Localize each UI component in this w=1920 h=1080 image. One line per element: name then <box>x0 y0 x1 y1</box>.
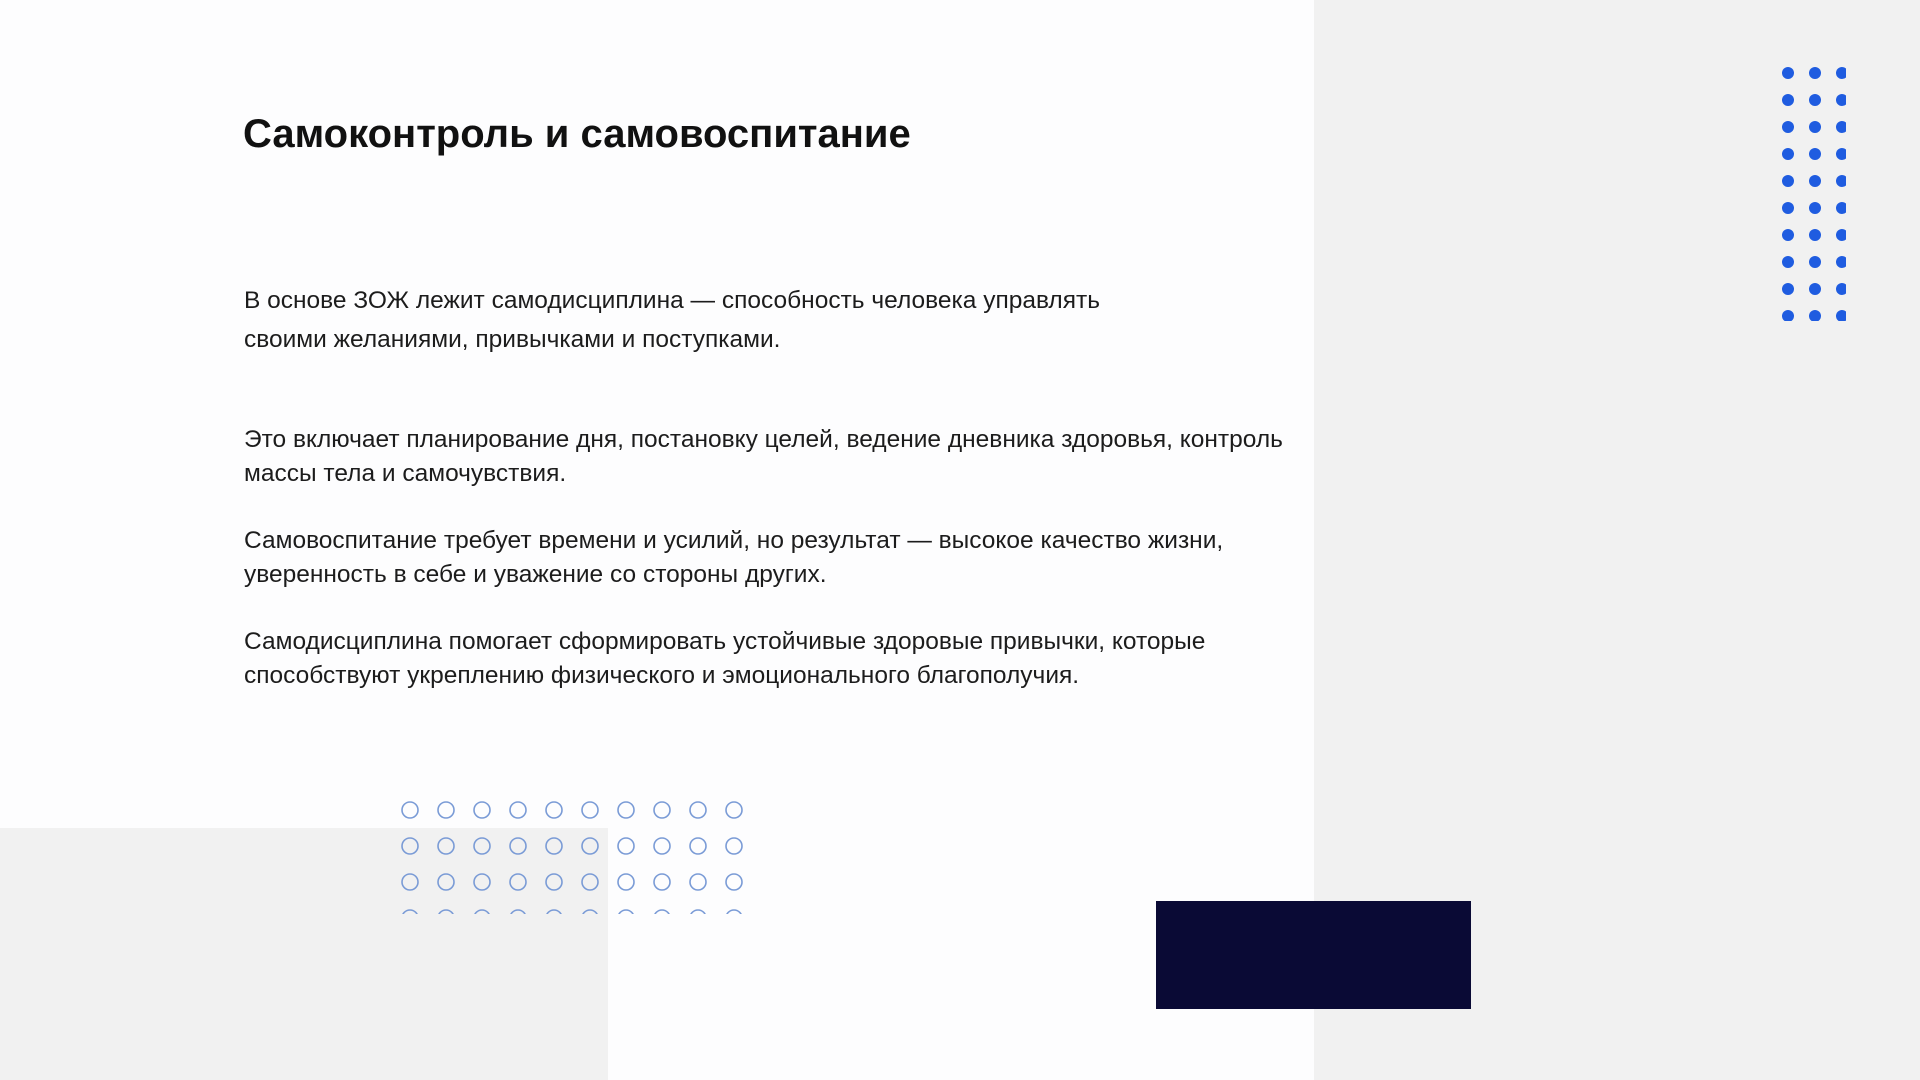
filled-dot <box>1836 175 1846 187</box>
outline-circle <box>726 838 742 854</box>
outline-circle <box>402 910 418 914</box>
outline-circle <box>438 838 454 854</box>
outline-circle <box>582 802 598 818</box>
filled-dot-grid-decoration <box>1782 67 1846 321</box>
outline-circle <box>438 874 454 890</box>
outline-circle <box>474 874 490 890</box>
outline-circle <box>618 838 634 854</box>
outline-circle <box>546 802 562 818</box>
outline-circle <box>402 802 418 818</box>
outline-circle <box>402 838 418 854</box>
outline-circle <box>438 802 454 818</box>
filled-dot <box>1782 256 1794 268</box>
filled-dot <box>1809 175 1821 187</box>
outline-circle <box>618 874 634 890</box>
filled-dot <box>1809 67 1821 79</box>
paragraph-planning: Это включает планирование дня, постановку целей, ведение дневника здоровья, контроль массы тела и самочувствия. <box>244 426 1283 487</box>
outline-circle <box>510 838 526 854</box>
outline-circle <box>546 910 562 914</box>
filled-dot <box>1836 94 1846 106</box>
filled-dot <box>1782 175 1794 187</box>
outline-circle <box>690 874 706 890</box>
filled-dot <box>1782 121 1794 133</box>
outline-circle <box>546 874 562 890</box>
filled-dot <box>1836 121 1846 133</box>
filled-dot <box>1809 229 1821 241</box>
filled-dot <box>1836 202 1846 214</box>
filled-dot <box>1782 148 1794 160</box>
filled-dot <box>1809 310 1821 321</box>
filled-dot <box>1836 229 1846 241</box>
filled-dot <box>1809 283 1821 295</box>
outline-circle <box>618 910 634 914</box>
outline-circle <box>582 910 598 914</box>
outline-circle <box>654 910 670 914</box>
outline-circle <box>474 802 490 818</box>
filled-dot <box>1836 67 1846 79</box>
paragraph-self-discipline: В основе ЗОЖ лежит самодисциплина — способность человека управлять своими желаниями, привычками и поступками. <box>244 287 1100 353</box>
filled-dot <box>1782 229 1794 241</box>
filled-dot <box>1782 202 1794 214</box>
filled-dot <box>1809 256 1821 268</box>
outline-circle <box>654 874 670 890</box>
filled-dot <box>1782 67 1794 79</box>
filled-dot <box>1782 283 1794 295</box>
outline-circle <box>438 910 454 914</box>
outline-circle <box>690 802 706 818</box>
filled-dot <box>1836 283 1846 295</box>
filled-dot <box>1782 310 1794 321</box>
outline-circle <box>690 910 706 914</box>
outline-circle <box>726 910 742 914</box>
outline-circle <box>726 802 742 818</box>
filled-dot <box>1836 148 1846 160</box>
filled-dot <box>1782 94 1794 106</box>
paragraph-habits: Самодисциплина помогает сформировать устойчивые здоровые привычки, которые способствуют укреплению физического и эмоционального благополучия. <box>244 628 1206 689</box>
outline-circle <box>726 874 742 890</box>
slide-title: Самоконтроль и самовоспитание <box>243 112 911 156</box>
outline-circle <box>510 802 526 818</box>
outline-circle <box>402 874 418 890</box>
outline-circle <box>582 874 598 890</box>
outline-circle <box>618 802 634 818</box>
filled-dot <box>1809 148 1821 160</box>
paragraph-self-education: Самовоспитание требует времени и усилий, но результат — высокое качество жизни, уверенность в себе и уважение со стороны других. <box>244 527 1224 588</box>
outline-circle <box>654 838 670 854</box>
outline-circle <box>510 874 526 890</box>
outline-circle <box>474 838 490 854</box>
filled-dot <box>1809 121 1821 133</box>
filled-dot <box>1809 94 1821 106</box>
dark-navy-block <box>1156 901 1471 1009</box>
outline-circle <box>582 838 598 854</box>
outline-circle <box>654 802 670 818</box>
filled-dot <box>1836 256 1846 268</box>
filled-dot <box>1809 202 1821 214</box>
outline-circle <box>690 838 706 854</box>
outline-circle <box>510 910 526 914</box>
outline-circle <box>474 910 490 914</box>
outline-circle-grid-decoration <box>398 798 746 914</box>
outline-circle <box>546 838 562 854</box>
filled-dot <box>1836 310 1846 321</box>
